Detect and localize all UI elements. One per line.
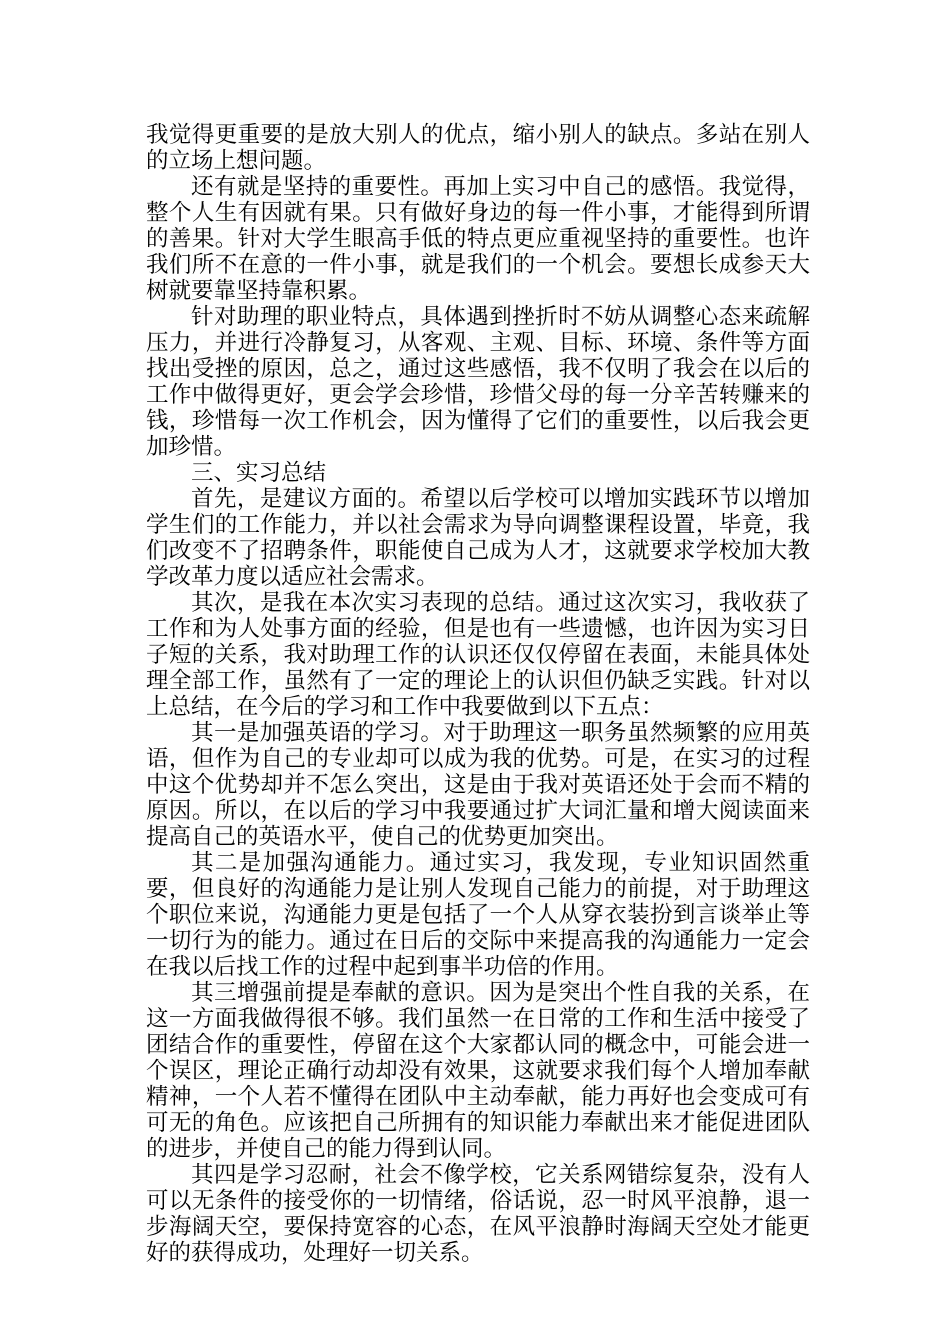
paragraph-performance-summary: 其次，是我在本次实习表现的总结。通过这次实习，我收获了工作和为人处事方面的经验，但是也有一些遗憾，也许因为实习日子短的关系，我对助理工作的认识还仅仅停留在表面，未能具体处理全部工作，虽然有了一定的理论上的认识但仍缺乏实践。针对以上总结，在今后的学习和工作中我要做到以下五点： — [146, 590, 810, 720]
paragraph-point-three-dedication: 其三增强前提是奉献的意识。因为是突出个性自我的关系，在这一方面我做得很不够。我们虽然一在日常的工作和生活中接受了团结合作的重要性，停留在这个大家都认同的概念中，可能会进一个误区，理论正确行动却没有效果，这就要求我们每个人增加奉献精神，一个人若不懂得在团队中主动奉献，能力再好也会变成可有可无的角色。应该把自己所拥有的知识能力奉献出来才能促进团队的进步，并使自己的能力得到认同。 — [146, 980, 810, 1162]
paragraph-point-two-communication: 其二是加强沟通能力。通过实习，我发现，专业知识固然重要，但良好的沟通能力是让别人发现自己能力的前提，对于助理这个职位来说，沟通能力更是包括了一个人从穿衣装扮到言谈举止等一切行为的能力。通过在日后的交际中来提高我的沟通能力一定会在我以后找工作的过程中起到事半功倍的作用。 — [146, 850, 810, 980]
paragraph-suggestions: 首先，是建议方面的。希望以后学校可以增加实践环节以增加学生们的工作能力，并以社会需求为导向调整课程设置，毕竟，我们改变不了招聘条件，职能使自己成为人才，这就要求学校加大教学改革力度以适应社会需求。 — [146, 486, 810, 590]
paragraph-point-four-patience: 其四是学习忍耐，社会不像学校，它关系网错综复杂，没有人可以无条件的接受你的一切情绪，俗话说，忍一时风平浪静，退一步海阔天空，要保持宽容的心态，在风平浪静时海阔天空处才能更好的获得成功，处理好一切关系。 — [146, 1162, 810, 1266]
paragraph-career-traits: 针对助理的职业特点，具体遇到挫折时不妨从调整心态来疏解压力，并进行冷静复习，从客观、主观、目标、环境、条件等方面找出受挫的原因，总之，通过这些感悟，我不仅明了我会在以后的工作中做得更好，更会学会珍惜，珍惜父母的每一分辛苦转赚来的钱，珍惜每一次工作机会，因为懂得了它们的重要性，以后我会更加珍惜。 — [146, 304, 810, 460]
paragraph-persistence: 还有就是坚持的重要性。再加上实习中自己的感悟。我觉得，整个人生有因就有果。只有做好身边的每一件小事，才能得到所谓的善果。针对大学生眼高手低的特点更应重视坚持的重要性。也许我们所不在意的一件小事，就是我们的一个机会。要想长成参天大树就要靠坚持靠积累。 — [146, 174, 810, 304]
paragraph-continuation: 我觉得更重要的是放大别人的优点，缩小别人的缺点。多站在别人的立场上想问题。 — [146, 122, 810, 174]
document-page — [146, 122, 810, 1266]
paragraph-point-one-english: 其一是加强英语的学习。对于助理这一职务虽然频繁的应用英语，但作为自己的专业却可以成为我的优势。可是，在实习的过程中这个优势却并不怎么突出，这是由于我对英语还处于会而不精的原因。所以，在以后的学习中我要通过扩大词汇量和增大阅读面来提高自己的英语水平，使自己的优势更加突出。 — [146, 720, 810, 850]
section-heading-internship-summary: 三、实习总结 — [191, 460, 327, 486]
